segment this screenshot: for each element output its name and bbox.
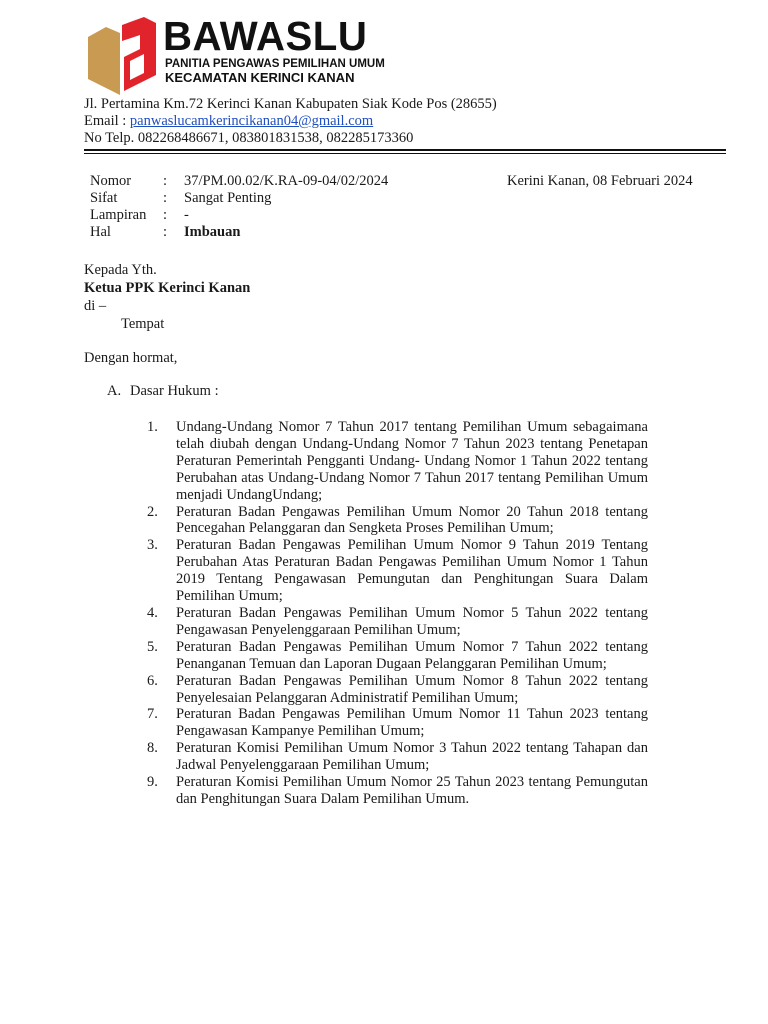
meta-value-hal: Imbauan — [184, 224, 241, 240]
list-item-number: 2. — [147, 503, 158, 520]
meta-value-sifat: Sangat Penting — [184, 190, 272, 206]
meta-value-lampiran: - — [184, 207, 189, 223]
brand-subtitle-2: KECAMATAN KERINCI KANAN — [165, 70, 355, 85]
brand-subtitle-1: PANITIA PENGAWAS PEMILIHAN UMUM — [165, 58, 385, 70]
meta-colon: : — [163, 224, 168, 240]
brand-name: BAWASLU — [163, 13, 368, 59]
list-item-text: Peraturan Badan Pengawas Pemilihan Umum Nomor 5 Tahun 2022 tentang Pengawasan Penyelenggaraan Pemilihan Umum; — [176, 604, 648, 638]
bawaslu-logo-icon — [86, 17, 158, 95]
list-item-number: 5. — [147, 638, 158, 655]
meta-colon: : — [163, 173, 168, 189]
meta-row-hal — [90, 224, 388, 241]
letter-meta — [90, 173, 388, 241]
list-item-text: Peraturan Badan Pengawas Pemilihan Umum Nomor 7 Tahun 2022 tentang Penanganan Temuan dan Laporan Dugaan Pelanggaran Pemilihan Umum; — [176, 638, 648, 672]
list-item — [147, 706, 648, 740]
address-line: Jl. Pertamina Km.72 Kerinci Kanan Kabupaten Siak Kode Pos (28655) — [84, 96, 497, 112]
list-item-text: Peraturan Badan Pengawas Pemilihan Umum Nomor 9 Tahun 2019 Tentang Perubahan Atas Peraturan Badan Pengawas Pemilihan Umum Nomor 1 Tahun 2019 Tentang Pengawasan Pemungutan dan Penghitungan Suara Dalam Pemilihan Umum; — [176, 537, 648, 605]
addressee-salutation: Kepada Yth. — [84, 262, 157, 278]
greeting: Dengan hormat, — [84, 350, 178, 366]
legal-basis-list — [147, 419, 648, 808]
list-item — [147, 740, 648, 774]
list-item-text: Peraturan Badan Pengawas Pemilihan Umum Nomor 20 Tahun 2018 tentang Pencegahan Pelanggaran dan Sengketa Proses Pemilihan Umum; — [176, 503, 648, 537]
meta-row-lampiran — [90, 207, 388, 224]
list-item — [147, 673, 648, 707]
email-line — [84, 113, 497, 130]
email-link[interactable]: panwaslucamkerincikanan04@gmail.com — [129, 113, 374, 129]
email-label: Email : — [84, 113, 130, 129]
letterhead-contact — [84, 96, 497, 147]
list-item-number: 6. — [147, 672, 158, 689]
addressee-name: Ketua PPK Kerinci Kanan — [84, 280, 251, 296]
list-item — [147, 605, 648, 639]
phone-line: No Telp. 082268486671, 083801831538, 082285173360 — [84, 130, 414, 146]
list-item — [147, 504, 648, 538]
addressee-di: di – — [84, 298, 107, 314]
list-item — [147, 639, 648, 673]
list-item — [147, 774, 648, 808]
meta-colon: : — [163, 190, 168, 206]
list-item-text: Peraturan Komisi Pemilihan Umum Nomor 3 Tahun 2022 tentang Tahapan dan Jadwal Penyelenggaraan Pemilihan Umum; — [176, 740, 648, 774]
list-item-number: 3. — [147, 537, 158, 554]
logo-red-shape — [122, 17, 156, 91]
meta-label-sifat: Sifat — [90, 190, 118, 206]
list-item-text: Peraturan Komisi Pemilihan Umum Nomor 25 Tahun 2023 tentang Pemungutan dan Penghitungan Suara Dalam Pemilihan Umum. — [176, 774, 648, 807]
list-item-number: 8. — [147, 740, 158, 757]
header-divider-thin — [84, 153, 726, 154]
meta-value-nomor: 37/PM.00.02/K.RA-09-04/02/2024 — [184, 173, 389, 189]
meta-row-sifat — [90, 190, 388, 207]
section-heading — [107, 383, 219, 400]
list-item-number: 7. — [147, 706, 158, 723]
meta-colon: : — [163, 207, 168, 223]
list-item-text: Peraturan Badan Pengawas Pemilihan Umum Nomor 11 Tahun 2023 tentang Pengawasan Kampanye Pemilihan Umum; — [176, 706, 648, 740]
addressee-block — [84, 261, 250, 333]
header-divider-thick — [84, 149, 726, 151]
meta-label-lampiran: Lampiran — [90, 207, 147, 223]
list-item-number: 9. — [147, 774, 158, 791]
list-item — [147, 537, 648, 605]
meta-row-nomor — [90, 173, 388, 190]
list-item-number: 4. — [147, 604, 158, 621]
section-title: Dasar Hukum : — [130, 383, 219, 399]
meta-label-hal: Hal — [90, 224, 111, 240]
letter-date: Kerini Kanan, 08 Februari 2024 — [507, 173, 693, 189]
addressee-place: Tempat — [121, 316, 165, 332]
section-letter: A. — [107, 383, 122, 399]
letterhead-brand — [163, 14, 385, 84]
list-item-text: Peraturan Badan Pengawas Pemilihan Umum Nomor 8 Tahun 2022 tentang Penyelesaian Pelanggaran Administratif Pemilihan Umum; — [176, 672, 648, 706]
list-item-text: Undang-Undang Nomor 7 Tahun 2017 tentang Pemilihan Umum sebagaimana telah diubah dengan Undang-Undang Nomor 7 Tahun 2023 tentang Penetapan Peraturan Pemerintah Pengganti Undang- Undang Nomor 1 Tahun 2022 tentang Perubahan atas Undang-Undang Nomor 7 Tahun 2017 tentang Pemilihan Umum menjadi UndangUndang; — [176, 419, 648, 503]
list-item — [147, 419, 648, 504]
meta-label-nomor: Nomor — [90, 173, 132, 189]
list-item-number: 1. — [147, 419, 158, 435]
